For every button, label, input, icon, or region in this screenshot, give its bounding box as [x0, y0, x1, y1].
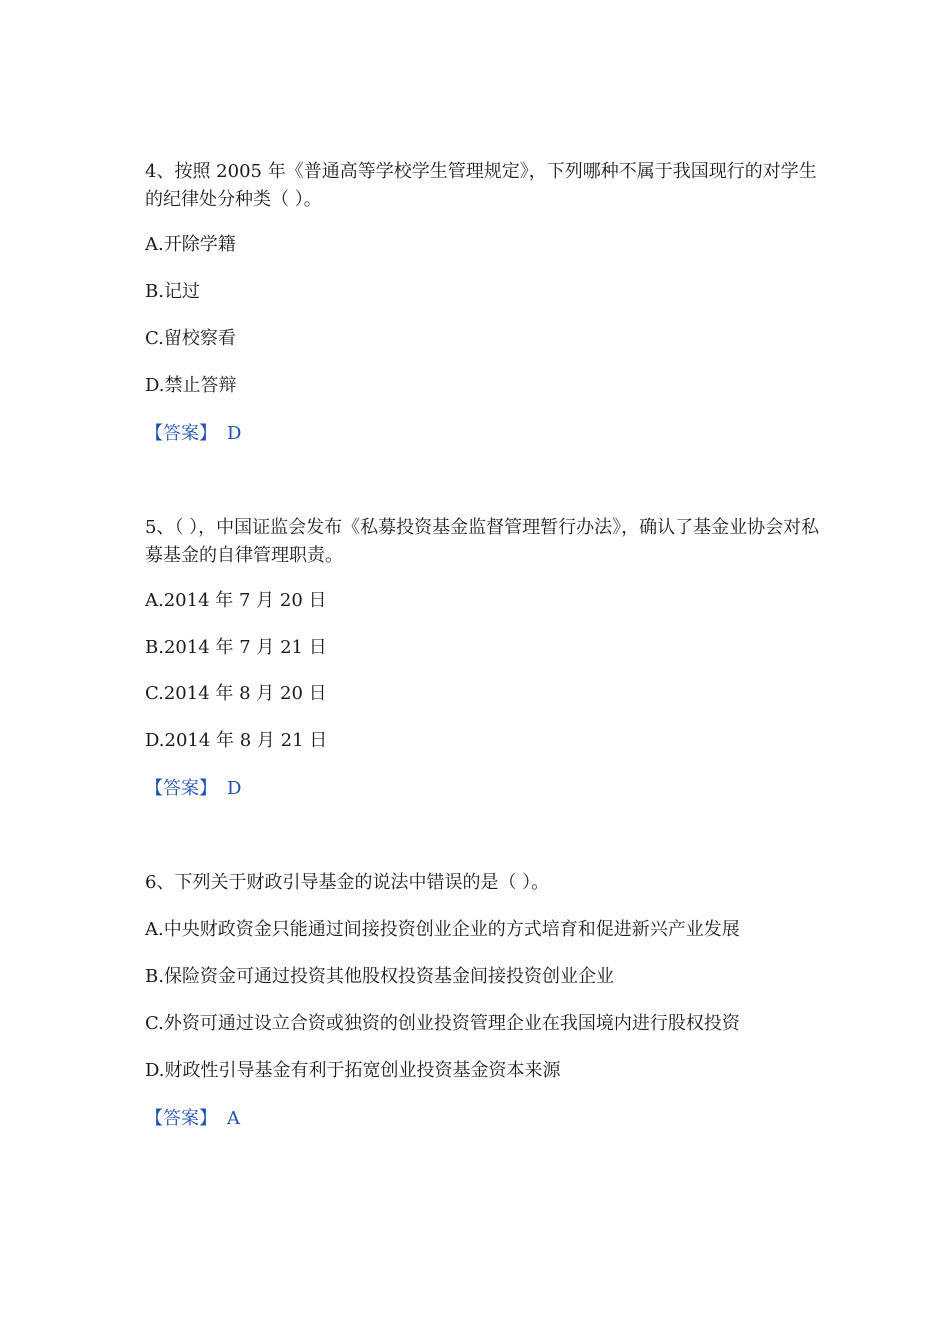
answer-value: D [227, 778, 242, 799]
question-6-text: 6、下列关于财政引导基金的说法中错误的是（ ）。 [145, 872, 550, 893]
question-5-option-c: C.2014 年 8 月 20 日 [145, 683, 327, 704]
question-6-option-d: D.财政性引导基金有利于拓宽创业投资基金资本来源 [145, 1060, 561, 1081]
question-4-option-c: C.留校察看 [145, 328, 236, 349]
question-6-answer [145, 1107, 240, 1131]
question-4-answer [145, 422, 241, 446]
question-6-option-a: A.中央财政资金只能通过间接投资创业企业的方式培育和促进新兴产业发展 [145, 919, 740, 940]
question-4-option-b: B.记过 [145, 281, 200, 302]
question-5-text: 5、（ ），中国证监会发布《私募投资基金监督管理暂行办法》，确认了基金业协会对私募基金的自律管理职责。 [145, 517, 820, 566]
question-5-answer [145, 777, 241, 801]
question-5-option-a: A.2014 年 7 月 20 日 [145, 590, 327, 611]
question-4-text: 4、按照 2005 年《普通高等学校学生管理规定》，下列哪种不属于我国现行的对学生的纪律处分种类（ ）。 [145, 161, 817, 210]
answer-label: 【答案】 [145, 1108, 217, 1129]
answer-value: A [227, 1108, 240, 1129]
question-5-option-b: B.2014 年 7 月 21 日 [145, 637, 327, 658]
answer-value: D [227, 423, 242, 444]
question-5-option-d: D.2014 年 8 月 21 日 [145, 730, 328, 751]
question-4-option-d: D.禁止答辩 [145, 375, 237, 396]
question-6-option-c: C.外资可通过设立合资或独资的创业投资管理企业在我国境内进行股权投资 [145, 1013, 740, 1034]
answer-label: 【答案】 [145, 423, 217, 444]
answer-label: 【答案】 [145, 778, 217, 799]
question-4-option-a: A.开除学籍 [145, 234, 236, 255]
question-6-option-b: B.保险资金可通过投资其他股权投资基金间接投资创业企业 [145, 966, 614, 987]
